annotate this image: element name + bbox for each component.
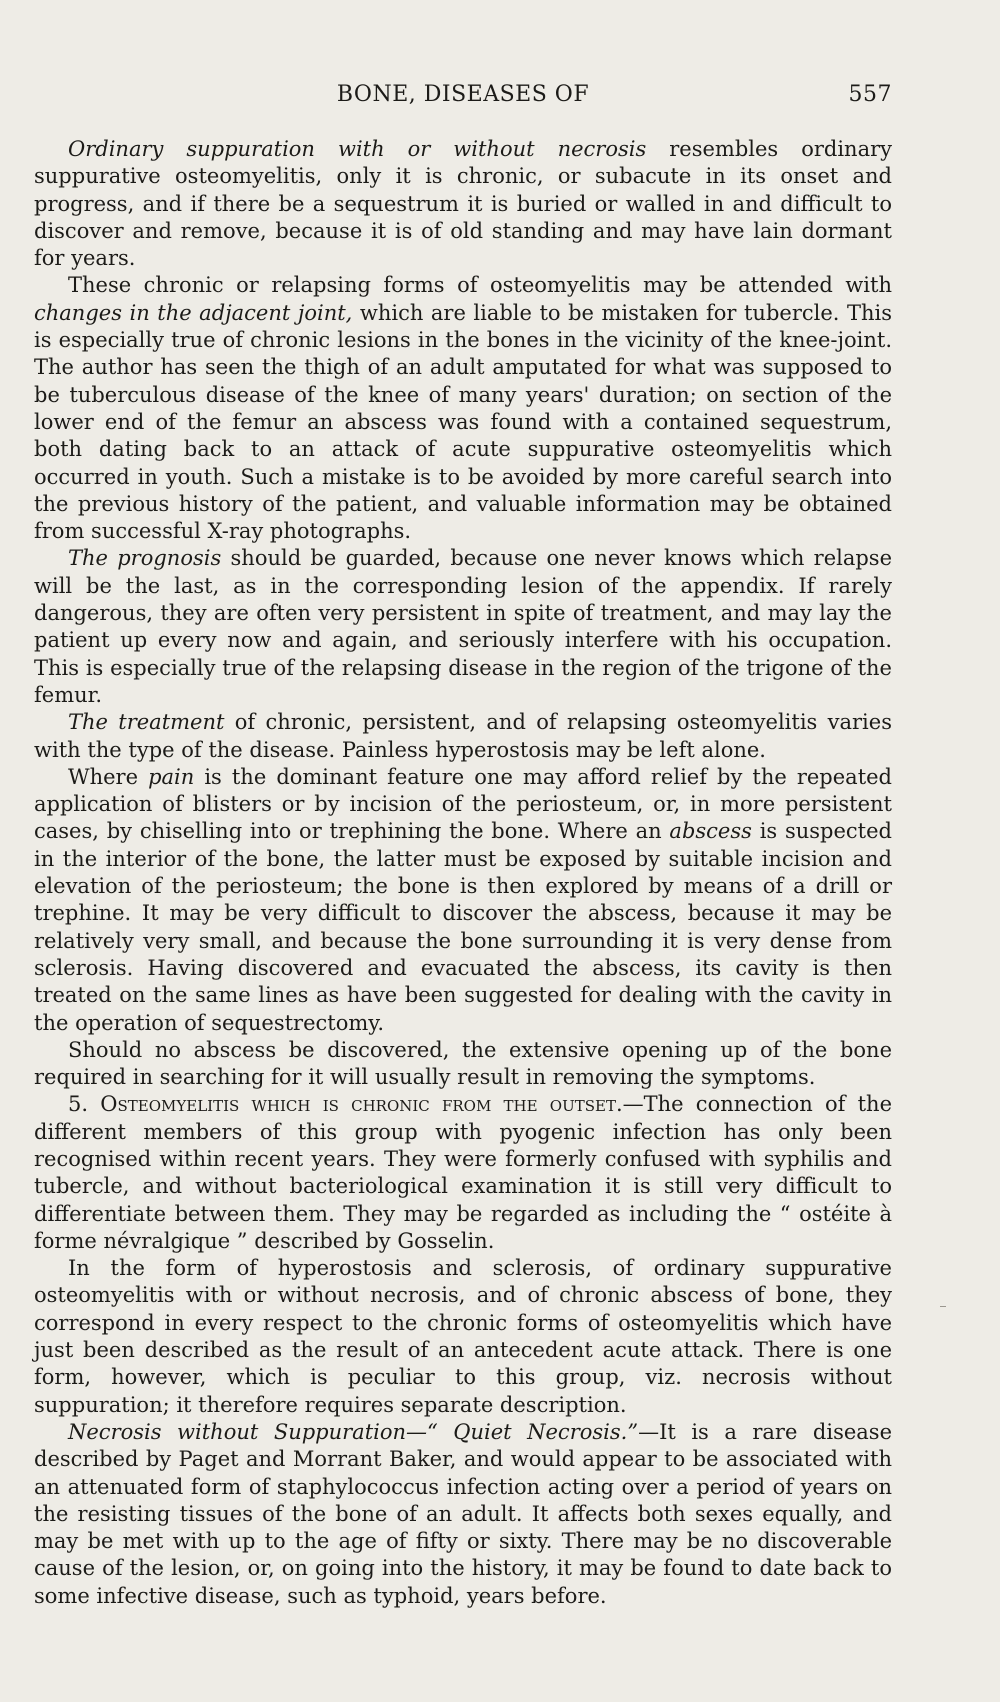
paragraph-text: In the form of hyperostosis and sclerosis, of ordinary suppurative osteomyelitis with or without necrosis, and of chronic abscess of bone, they correspond in every respect to the chronic forms of osteomyelitis which have just been described as the result of an antecedent acute attack. There is one form, however, which is peculiar to this group, viz. necrosis without suppuration; it therefore requires separate description.	[34, 1256, 892, 1417]
paragraph-section-5	[34, 1091, 892, 1255]
paragraph-adjacent-joint	[34, 272, 892, 545]
page-number: 557	[848, 82, 892, 107]
paragraph-treatment	[34, 709, 892, 764]
paragraph-text-middle: is the dominant feature one may afford relief by the repeated application of blisters or by incision of the periosteum, or, in more persistent cases, by chiselling into or trephining the bone. Where an	[34, 764, 892, 844]
body-text	[34, 136, 892, 1610]
italic-lead-prognosis: The prognosis	[68, 546, 222, 571]
paragraph-text: Should no abscess be discovered, the extensive opening up of the bone required in searching for it will usually result in removing the symptoms.	[34, 1037, 892, 1090]
paragraph-text: which are liable to be mistaken for tubercle. This is especially true of chronic lesions in the bones in the vicinity of the knee-joint. The author has seen the thigh of an adult amputated for what was supposed to be tuberculous disease of the knee of many years' duration; on section of the lower end of the femur an abscess was found with a contained sequestrum, both dating back to an attack of acute suppurative osteomyelitis which occurred in youth. Such a mistake is to be avoided by more careful search into the previous history of the patient, and valuable information may be obtained from successful X-ray photographs.	[34, 300, 892, 544]
paragraph-text: is suspected in the interior of the bone, the latter must be exposed by suitable incision and elevation of the periosteum; the bone is then explored by means of a drill or trephine. It may be very difficult to discover the abscess, because it may be relatively very small, and because the bone surrounding it is very dense from sclerosis. Having discovered and evacuated the abscess, its cavity is then treated on the same lines as have been suggested for dealing with the cavity in the operation of sequestrectomy.	[34, 819, 892, 1035]
paragraph-text: should be guarded, because one never knows which relapse will be the last, as in the corresponding lesion of the appendix. If rarely dangerous, they are often very persistent in spite of treatment, and may lay the patient up every now and again, and seriously interfere with his occupation. This is especially true of the relapsing disease in the region of the trigone of the femur.	[34, 546, 892, 707]
page-header	[34, 78, 892, 112]
paragraph-hyperostosis-forms	[34, 1255, 892, 1419]
paragraph-text-lead: Where	[68, 764, 149, 789]
running-head: BONE, DISEASES OF	[336, 82, 590, 107]
italic-phrase-adjacent-joint: changes in the adjacent joint,	[34, 300, 353, 325]
paragraph-no-abscess	[34, 1037, 892, 1092]
paragraph-text: —The connection of the different members of this group with pyogenic infection has only been recognised within recent years. They were formerly confused with syphilis and tubercle, and without bacteriological examination it is still very difficult to differentiate between them. They may be regarded as including the “ ostéite à forme névralgique ” described by Gosselin.	[34, 1092, 892, 1253]
paragraph-text: resembles ordinary suppurative osteomyelitis, only it is chronic, or subacute in its onset and progress, and if there be a sequestrum it is buried or walled in and difficult to discover and remove, because it is of old standing and may have lain dormant for years.	[34, 137, 892, 271]
italic-word-pain: pain	[148, 764, 195, 789]
paragraph-pain-abscess	[34, 764, 892, 1037]
paragraph-text: —It is a rare disease described by Paget and Morrant Baker, and would appear to be associated with an attenuated form of staphylococcus infection acting over a period of years on the resisting tissues of the bone of an adult. It affects both sexes equally, and may be met with up to the age of fifty or sixty. There may be no discoverable cause of the lesion, or, on going into the history, it may be found to date back to some infective disease, such as typhoid, years before.	[34, 1419, 893, 1608]
italic-lead-treatment: The treatment	[68, 710, 225, 735]
italic-lead-ordinary-suppuration: Ordinary suppuration with or without necrosis	[68, 137, 647, 161]
section-heading-chronic-from-outset: Osteomyelitis which is chronic from the outset.	[100, 1092, 623, 1117]
paragraph-quiet-necrosis	[34, 1419, 892, 1610]
paragraph-text: of chronic, persistent, and of relapsing osteomyelitis varies with the type of the disease. Painless hyperostosis may be left alone.	[34, 710, 892, 762]
paragraph-text-lead: These chronic or relapsing forms of osteomyelitis may be attended with	[68, 273, 892, 298]
paragraph-ordinary-suppuration	[34, 136, 892, 272]
margin-mark	[940, 1306, 946, 1307]
section-number: 5.	[68, 1092, 101, 1117]
italic-lead-quiet-necrosis: Necrosis without Suppuration—“ Quiet Necrosis.”	[68, 1419, 639, 1444]
paragraph-prognosis	[34, 545, 892, 709]
italic-word-abscess: abscess	[669, 819, 752, 844]
